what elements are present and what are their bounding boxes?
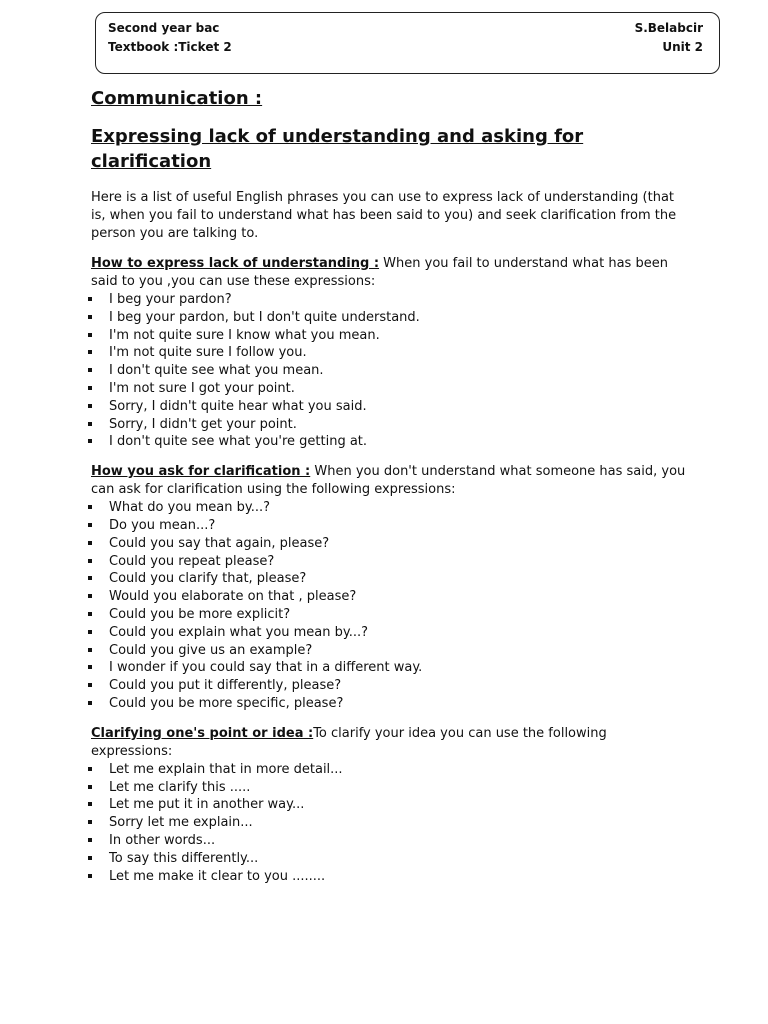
list-item: Could you repeat please? [91, 553, 691, 571]
list-item: Could you put it differently, please? [91, 677, 691, 695]
lack-text: When you fail to understand what has been said to you ,you can use these expressions: [91, 256, 668, 289]
level-label: Second year bac [108, 21, 220, 35]
clarifying-list [91, 761, 691, 886]
list-item: I beg your pardon, but I don't quite understand. [91, 309, 691, 327]
list-item: Let me explain that in more detail... [91, 761, 691, 779]
list-item: Could you say that again, please? [91, 535, 691, 553]
header-row-1 [108, 21, 703, 35]
list-item: Do you mean...? [91, 517, 691, 535]
unit-label: Unit 2 [662, 40, 703, 54]
list-item: I wonder if you could say that in a different way. [91, 659, 691, 677]
list-item: In other words... [91, 832, 691, 850]
header-row-2 [108, 40, 703, 54]
list-item: Let me put it in another way... [91, 796, 691, 814]
list-item: I'm not sure I got your point. [91, 380, 691, 398]
clarifying-text: To clarify your idea you can use the following expressions: [91, 725, 607, 759]
list-item: Would you elaborate on that , please? [91, 588, 691, 606]
intro-paragraph: Here is a list of useful English phrases you can use to express lack of understanding (that is, when you fail to understand what has been said to you) and seek clarification from the person you are talking to. [91, 190, 677, 241]
list-item: I don't quite see what you mean. [91, 362, 691, 380]
list-item: I'm not quite sure I follow you. [91, 344, 691, 362]
list-item: I beg your pardon? [91, 291, 691, 309]
list-item: Let me make it clear to you ........ [91, 868, 691, 886]
list-item: To say this differently... [91, 850, 691, 868]
main-title: Expressing lack of understanding and asking for clarification [91, 126, 584, 172]
textbook-label: Textbook :Ticket 2 [108, 40, 232, 54]
list-item: Sorry let me explain... [91, 814, 691, 832]
list-item: I don't quite see what you're getting at. [91, 433, 691, 451]
lack-list [91, 291, 691, 451]
clarification-text: When you don't understand what someone has said, you can ask for clarification using the following expressions: [91, 464, 686, 498]
section-title: Communication : [91, 88, 263, 109]
list-item: Could you give us an example? [91, 642, 691, 660]
list-item: Sorry, I didn't get your point. [91, 416, 691, 434]
list-item: What do you mean by...? [91, 499, 691, 517]
clarification-label: How you ask for clarification : [91, 464, 311, 480]
document-body [91, 86, 691, 885]
author-label: S.Belabcir [634, 21, 703, 35]
lack-paragraph [91, 255, 691, 291]
clarifying-label: Clarifying one's point or idea : [91, 725, 314, 741]
clarification-paragraph [91, 463, 691, 499]
header-box [95, 12, 720, 74]
list-item: I'm not quite sure I know what you mean. [91, 327, 691, 345]
clarifying-paragraph [91, 725, 691, 761]
list-item: Sorry, I didn't quite hear what you said. [91, 398, 691, 416]
list-item: Let me clarify this ..... [91, 779, 691, 797]
lack-label: How to express lack of understanding : [91, 256, 380, 271]
clarification-list [91, 499, 691, 713]
list-item: Could you explain what you mean by...? [91, 624, 691, 642]
list-item: Could you clarify that, please? [91, 570, 691, 588]
list-item: Could you be more specific, please? [91, 695, 691, 713]
list-item: Could you be more explicit? [91, 606, 691, 624]
